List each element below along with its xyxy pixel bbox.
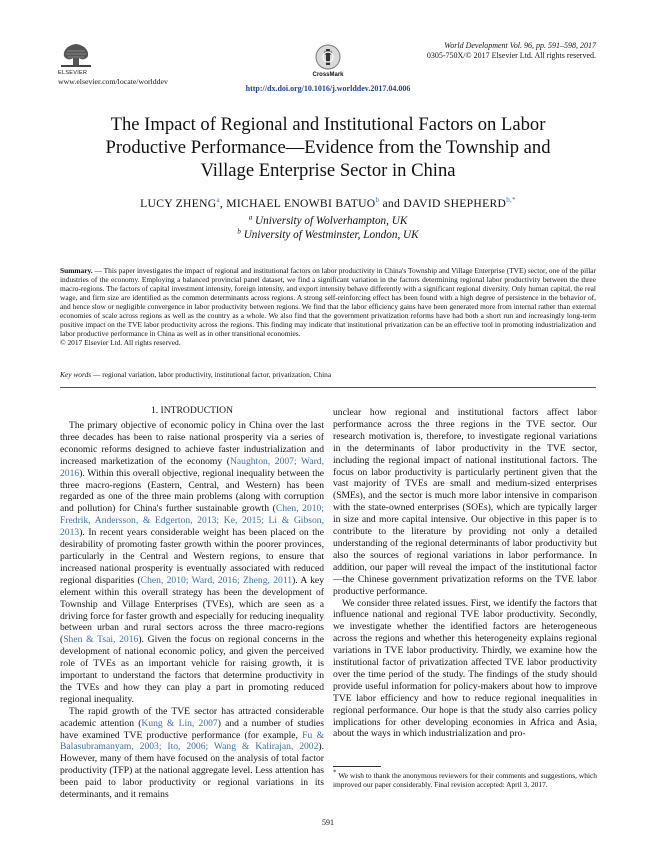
footnote-marker: * — [333, 768, 337, 777]
affiliation-sup: b — [237, 227, 241, 236]
author-list — [60, 197, 596, 210]
author-name: , MICHAEL ENOWBI BATUO — [219, 197, 376, 210]
crossmark-label: CrossMark — [312, 72, 344, 78]
citation-link[interactable]: Kung & Lin, 2007 — [141, 717, 218, 729]
crossmark-badge[interactable] — [315, 44, 341, 70]
journal-line: World Development Vol. 96, pp. 591–598, 2017 — [444, 41, 596, 50]
title-line: Productive Performance—Evidence from the Township and — [105, 137, 551, 158]
citation-link[interactable]: Chen, 2010; Fredrik, Andersson, & Edgerton, 2013; Ke, 2015; Li & Gibson, 2013 — [60, 503, 325, 539]
paragraph — [60, 420, 324, 706]
paragraph-text: The primary objective of economic policy in China over the last three decades has been to raise national prosperity via a series of economic reforms designed to achieve faster industrialization and increased marketization of the economy ( — [60, 420, 324, 467]
journal-url[interactable]: www.elsevier.com/locate/worlddev — [58, 77, 168, 86]
keywords-label: Key words — [60, 370, 92, 379]
paragraph-text: ). Given the focus on regional concerns in the development of national economic policy, and given the perceived role of TVEs as an important vehicle for raising growth, it is important to understand the factors that determine productivity in the TVEs and how they can play a part in promoting reduced regional inequality. — [60, 634, 325, 705]
left-column — [60, 420, 324, 801]
affiliation-marker[interactable]: a — [216, 196, 220, 205]
article-title — [60, 113, 596, 182]
title-line: The Impact of Regional and Institutional Factors on Labor — [110, 114, 546, 135]
tree-icon — [58, 42, 94, 68]
journal-info — [380, 41, 596, 61]
abstract-label: Summary. — [60, 266, 93, 275]
affiliation-text: University of Westminster, London, UK — [243, 229, 419, 241]
footnote-divider — [333, 766, 381, 767]
paragraph-text: ). In recent years considerable weight has been placed on the desirability of promoting faster growth within the poorer provinces, particularly in the Central and Western regions, to ensure that increased national prosperity is eventually associated with reduced regional disparities ( — [60, 527, 324, 586]
paragraph: We consider three related issues. First, we identify the factors that influence national and regional TVE labor productivity. Secondly, we investigate whether the identified factors are heterogeneous across the regions and whether this heterogeneity explains regional variations in TVE labor productivity. Thirdly, we examine how the institutional factor of privatization affected TVE labor productivity over the time period of the study. The findings of the study should provide useful information for policy-makers about how to improve TVE labor efficiency and how to reduce regional inequalities in regional performance. Our hope is that the study also carries policy implications for other developing economies in Africa and Asia, about the ways in which industrialization and pro- — [333, 597, 597, 740]
paragraph-text: The rapid growth of the TVE sector has attracted considerable academic attention ( — [60, 705, 324, 729]
section-heading: 1. INTRODUCTION — [150, 405, 234, 416]
affiliation-marker[interactable]: b — [375, 196, 380, 205]
issn-line: 0305-750X/© 2017 Elsevier Ltd. All rights reserved. — [426, 51, 596, 60]
footnote-text: We wish to thank the anonymous reviewers for their comments and suggestions, which improved our paper considerably. Final revision accepted: April 3, 2017. — [333, 771, 597, 789]
paragraph: unclear how regional and institutional factors affect labor performance across the three regions in the TVE sector. Our research motivation is, therefore, to investigate regional variations in the determinants of labor productivity in the TVE sector, including the regional impact of national institutional factors. The focus on labor productivity is particularly pertinent given that the vast majority of TVEs are small and medium-sized enterprises (SMEs), and the sector is much more labor intensive in comparison with the state-owned enterprises (SOEs), which are typically larger in size and more capital intensive. Our objective in this paper is to contribute to the literature by providing not only a detailed understanding of the regional determinants of labor productivity but also the sources of regional variations in labor performance. In addition, our paper will reveal the impact of the institutional factor—the Chinese government privatization reforms on the TVE labor productive performance. — [333, 407, 597, 597]
paragraph-text: ). However, many of them have focused on the analysis of total factor productivity (TFP) at the national aggregate level. Less attention has been paid to labor productivity or regional variations in its determinants, and it remains — [60, 741, 324, 801]
copyright-line: © 2017 Elsevier Ltd. All rights reserved. — [60, 338, 181, 347]
publisher-name: ELSEVIER — [58, 70, 88, 76]
affiliation-marker[interactable]: b,* — [506, 196, 516, 205]
keywords — [60, 370, 596, 379]
citation-link[interactable]: Chen, 2010; Ward, 2016; Zheng, 2011 — [140, 574, 293, 586]
title-line: Village Enterprise Sector in China — [200, 160, 456, 181]
footnote — [333, 768, 597, 789]
author-name: and DAVID SHEPHERD — [379, 197, 507, 210]
citation-link[interactable]: Naughton, 2007; Ward, 2016 — [60, 455, 324, 479]
divider — [60, 387, 596, 388]
paragraph-text: ). A key element within this overall strategy has been the development of Township and Village Enterprises (TVEs), which are seen as a driving force for faster growth and especially for reducing inequality between urban and rural sectors across the three macro-regions ( — [60, 574, 324, 646]
paragraph — [60, 706, 324, 801]
paragraph-text: ) and a number of studies have examined TVE productive performance (for example, — [60, 717, 325, 741]
abstract — [60, 266, 596, 347]
page-number: 591 — [322, 818, 334, 827]
citation-link[interactable]: Fu & Balasubramanyam, 2003; Ito, 2006; Wang & Kalirajan, 2002 — [60, 729, 324, 753]
journal-citation — [380, 41, 596, 51]
citation-link[interactable]: Shen & Tsai, 2016 — [63, 634, 139, 646]
author-name: LUCY ZHENG — [140, 197, 217, 210]
affiliation-text: University of Wolverhampton, UK — [255, 215, 408, 227]
affiliation — [60, 215, 596, 228]
right-column — [333, 407, 597, 740]
paragraph-text: ). Within this overall objective, regional inequality between the three macro-regions (Eastern, Central, and Western) has been regarded as one of the three main problems (along with corruption and pollution) for China's further sustainable growth ( — [60, 467, 324, 515]
elsevier-tree-logo — [58, 42, 94, 68]
affiliation-sup: a — [248, 213, 253, 222]
keywords-text: — regional variation, labor productivity, institutional factor, privatization, China — [91, 370, 332, 379]
doi-link[interactable]: http://dx.doi.org/10.1016/j.worlddev.2017.04.006 — [245, 84, 411, 93]
abstract-text: — This paper investigates the impact of regional and institutional factors on labor productivity in China's Township and Village Enterprise (TVE) sector, one of the pillar industries of the economy. Employing a balanced provincial panel dataset, we find a significant variation in the factors determining regional labor productivity between the three macro-regions. The factors of capital investment intensity, foreign intensity, and export intensity behave differently with a significant regional diversity. Only human capital, the real wage, and firm size are identified as the common determinants across regions. A strong self-reinforcing effect has been found with a high degree of persistence in the behavior of, and hence slow or negligible convergence in labor productivity between regions. We find that the labor efficiency gains have been generated more from internal rather than external economies of scale across regions as well as the country as a whole. We also find that the government privatization reforms have had both a short run and increasingly long-term positive impact on the TVE labor productivity across the regions. This finding may indicate that institutional privatization can be an effective tool in promoting industrialization and labor productive performance in China as well as in other transitional economies. — [60, 266, 596, 338]
affiliation — [60, 229, 596, 242]
crossmark-icon — [315, 44, 341, 70]
